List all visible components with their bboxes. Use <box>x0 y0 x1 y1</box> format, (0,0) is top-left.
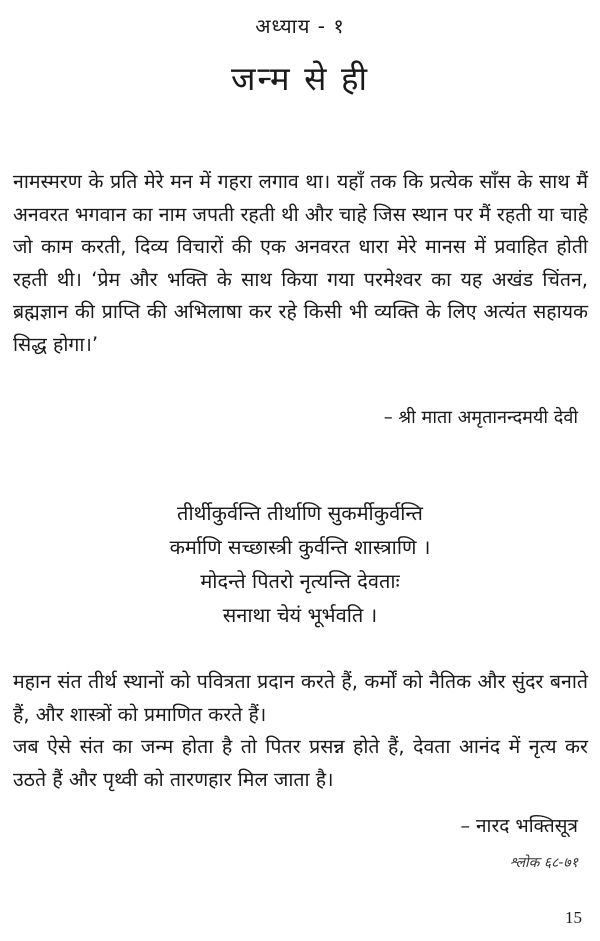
quote-attribution: – श्री माता अमृतानन्दमयी देवी <box>383 407 578 428</box>
translation-line: जब ऐसे संत का जन्म होता है तो पितर प्रसन्न होते हैं, देवता आनंद में नृत्य कर उठते हैं और पृथ्वी को तारणहार मिल जाता है। <box>13 735 588 791</box>
verse-line: सनाथा चेयं भूर्भवति । <box>222 603 378 627</box>
verse-line: कर्माणि सच्छास्त्री कुर्वन्ति शास्त्राणि । <box>169 535 431 559</box>
verse-attribution: – नारद भक्तिसूत्र <box>460 815 578 837</box>
sanskrit-verse <box>0 496 600 632</box>
verse-translation <box>13 666 588 796</box>
chapter-label: अध्याय - १ <box>255 14 345 38</box>
translation-line: महान संत तीर्थ स्थानों को पवित्रता प्रदान करते हैं, कर्मों को नैतिक और सुंदर बनाते हैं, और शास्त्रों को प्रमाणित करते हैं। <box>13 670 588 726</box>
verse-line: तीर्थीकुर्वन्ति तीर्थाणि सुकर्मीकुर्वन्ति <box>177 501 423 525</box>
verse-line: मोदन्ते पितरो नृत्यन्ति देवताः <box>200 569 400 593</box>
chapter-title: जन्म से ही <box>230 59 370 98</box>
page-number: 15 <box>565 908 582 927</box>
opening-quote: नामस्मरण के प्रति मेरे मन में गहरा लगाव था। यहाँ तक कि प्रत्येक साँस के साथ मैं अनवरत भगवान का नाम जपती रहती थी और चाहे जिस स्थान पर मैं रहती या चाहे जो काम करती, दिव्य विचारों की एक अनवरत धारा मेरे मानस में प्रवाहित होती रहती थी। ‘प्रेम और भक्ति के साथ किया गया परमेश्वर का यह अखंड चिंतन, ब्रह्मज्ञान की प्राप्ति की अभिलाषा कर रहे किसी भी व्यक्ति के लिए अत्यंत सहायक सिद्ध होगा।’ <box>13 170 588 356</box>
shloka-reference: श्लोक ६८-७१ <box>509 855 578 871</box>
